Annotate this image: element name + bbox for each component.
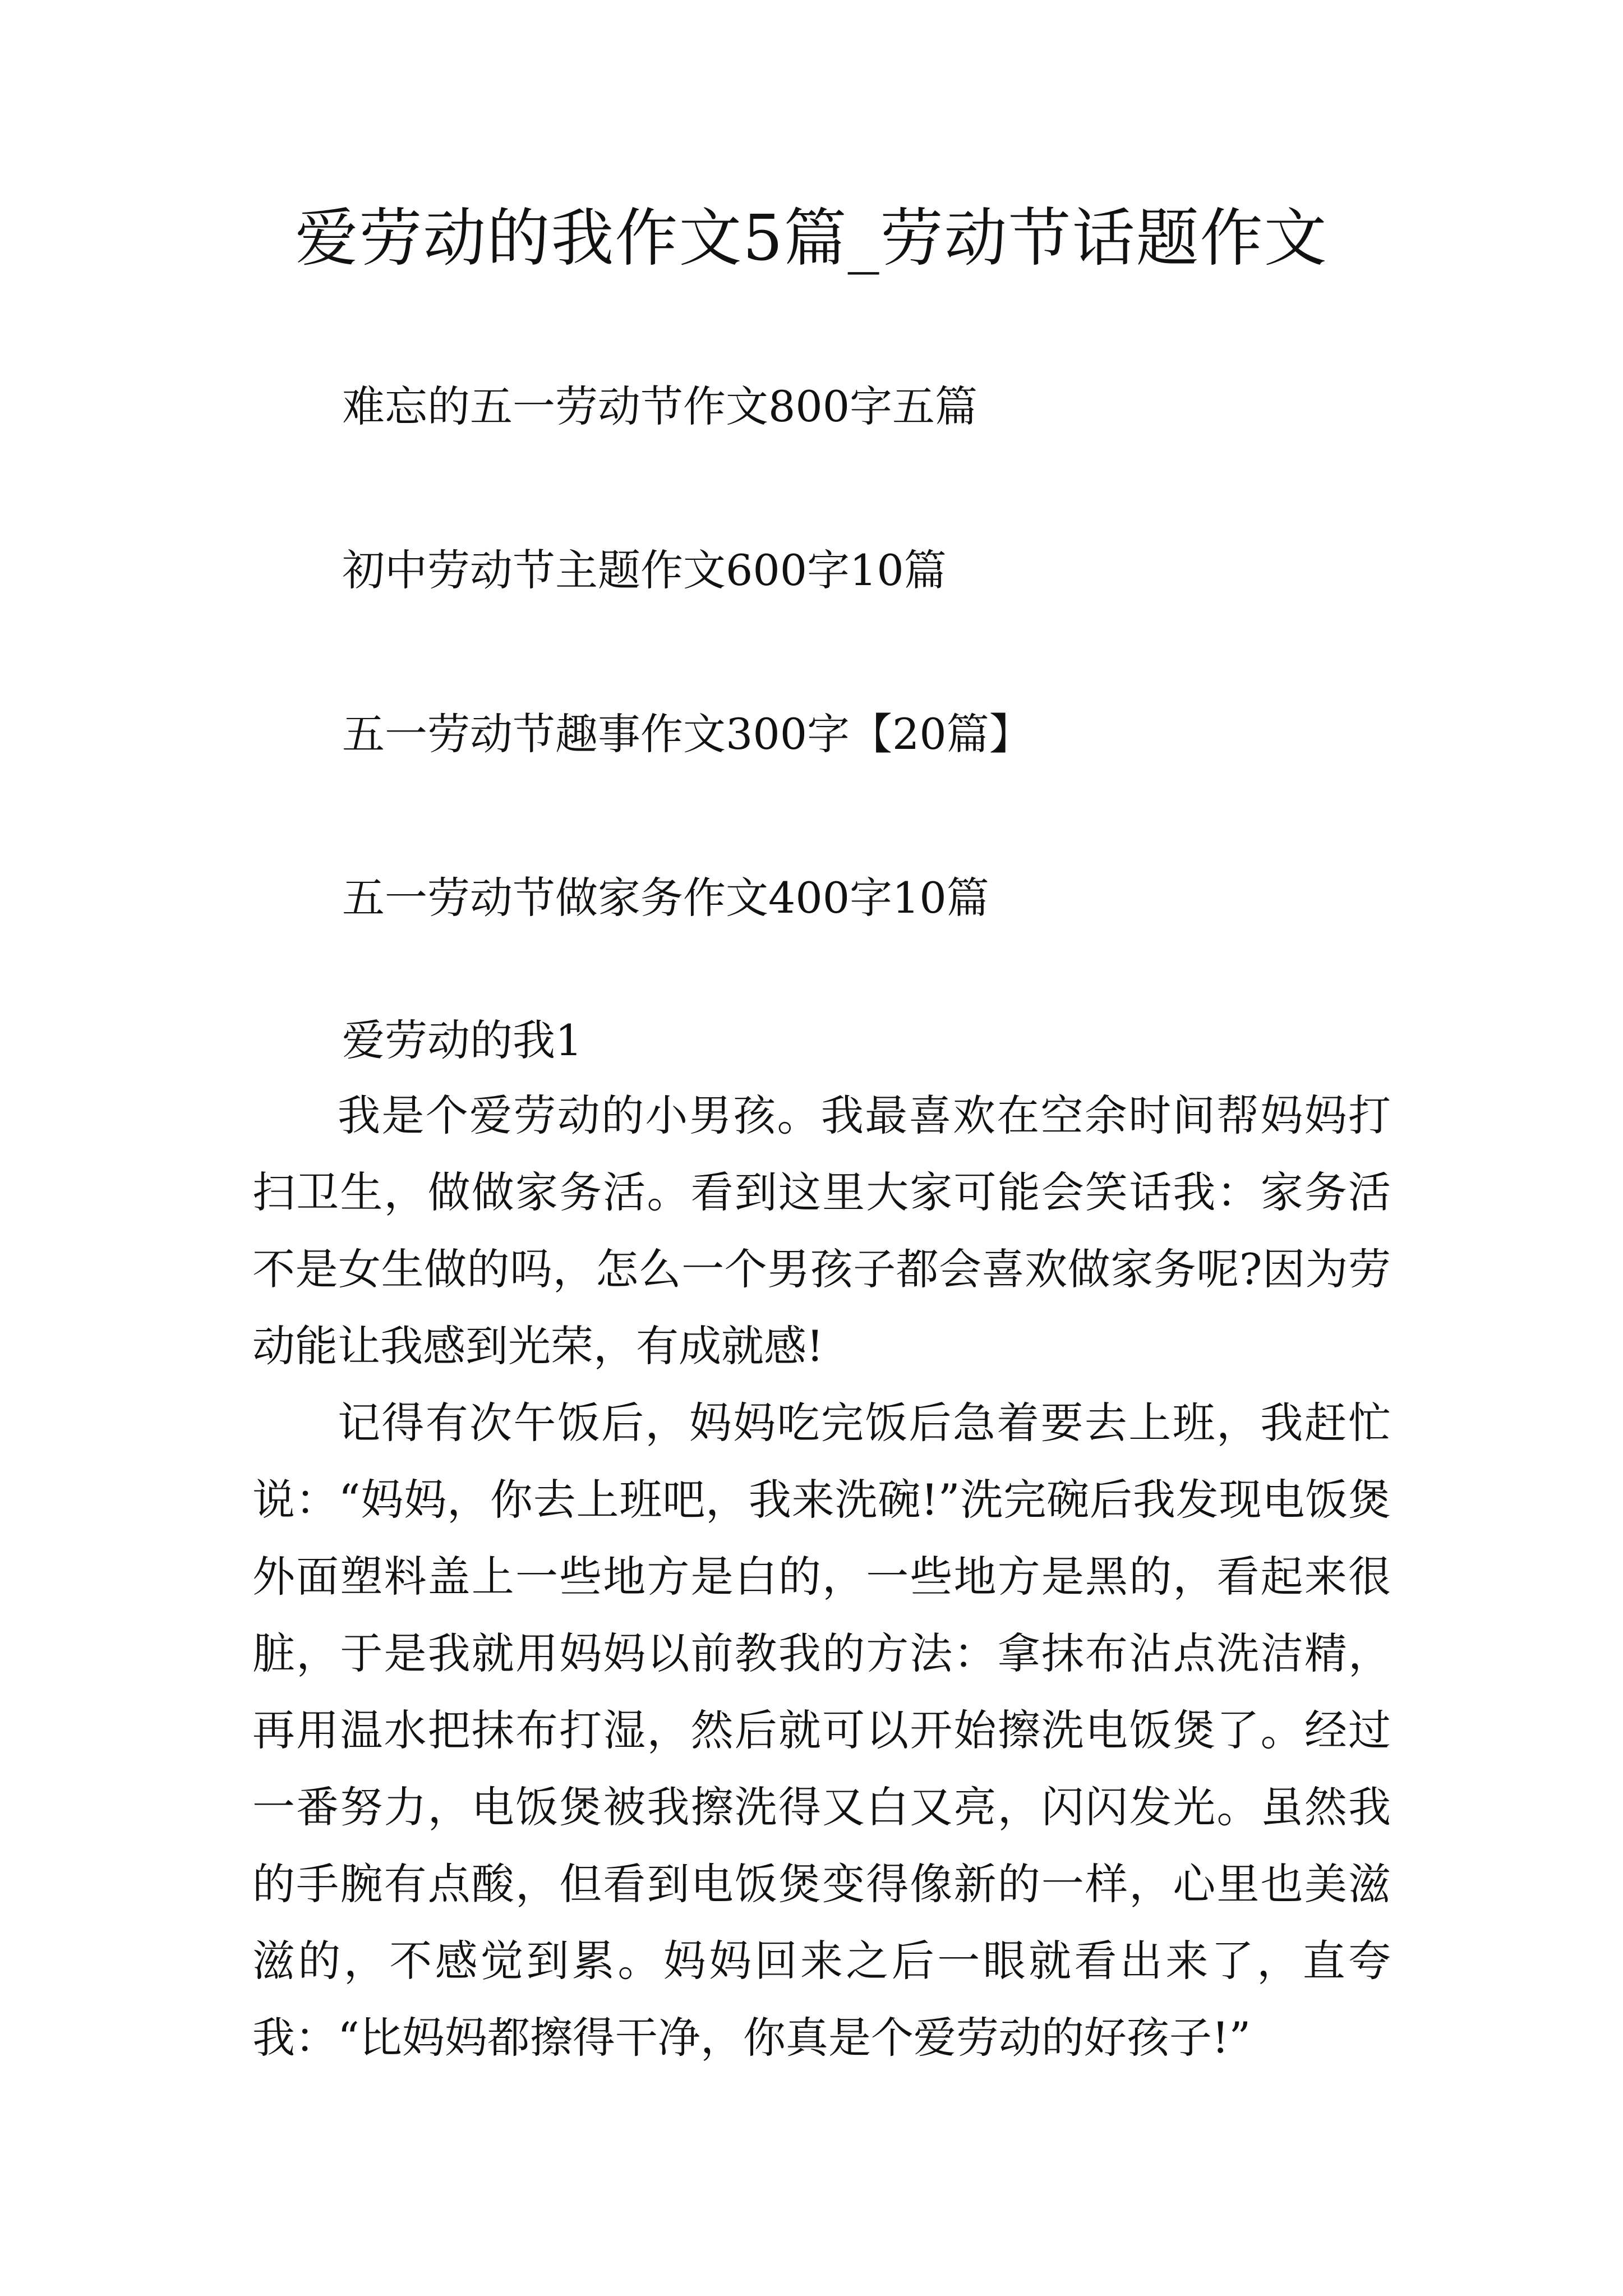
essay-body xyxy=(252,1077,1391,2076)
related-articles-list xyxy=(342,376,1520,1031)
document-title: 爱劳动的我作文5篇_劳动节话题作文 xyxy=(295,202,1328,275)
essay-paragraph: 我是个爱劳动的小男孩。我最喜欢在空余时间帮妈妈打扫卫生，做做家务活。看到这里大家可能会笑话我：家务活不是女生做的吗，怎么一个男孩子都会喜欢做家务呢?因为劳动能让我感到光荣，有成就感! xyxy=(252,1091,1391,1371)
related-article-link[interactable]: 初中劳动节主题作文600字10篇 xyxy=(342,545,947,595)
related-article-link[interactable]: 难忘的五一劳动节作文800字五篇 xyxy=(342,381,978,431)
related-article-link[interactable]: 五一劳动节趣事作文300字【20篇】 xyxy=(342,709,1032,759)
related-article-link[interactable]: 五一劳动节做家务作文400字10篇 xyxy=(342,873,989,923)
section-heading: 爱劳动的我1 xyxy=(342,1015,583,1065)
essay-paragraph: 记得有次午饭后，妈妈吃完饭后急着要去上班，我赶忙说：“妈妈，你去上班吧，我来洗碗!”洗完碗后我发现电饭煲外面塑料盖上一些地方是白的，一些地方是黑的，看起来很脏，于是我就用妈妈以前教我的方法：拿抹布沾点洗洁精，再用温水把抹布打湿，然后就可以开始擦洗电饭煲了。经过一番努力，电饭煲被我擦洗得又白又亮，闪闪发光。虽然我的手腕有点酸，但看到电饭煲变得像新的一样，心里也美滋滋的，不感觉到累。妈妈回来之后一眼就看出来了，直夸我：“比妈妈都擦得干净，你真是个爱劳动的好孩子!” xyxy=(252,1398,1391,2063)
